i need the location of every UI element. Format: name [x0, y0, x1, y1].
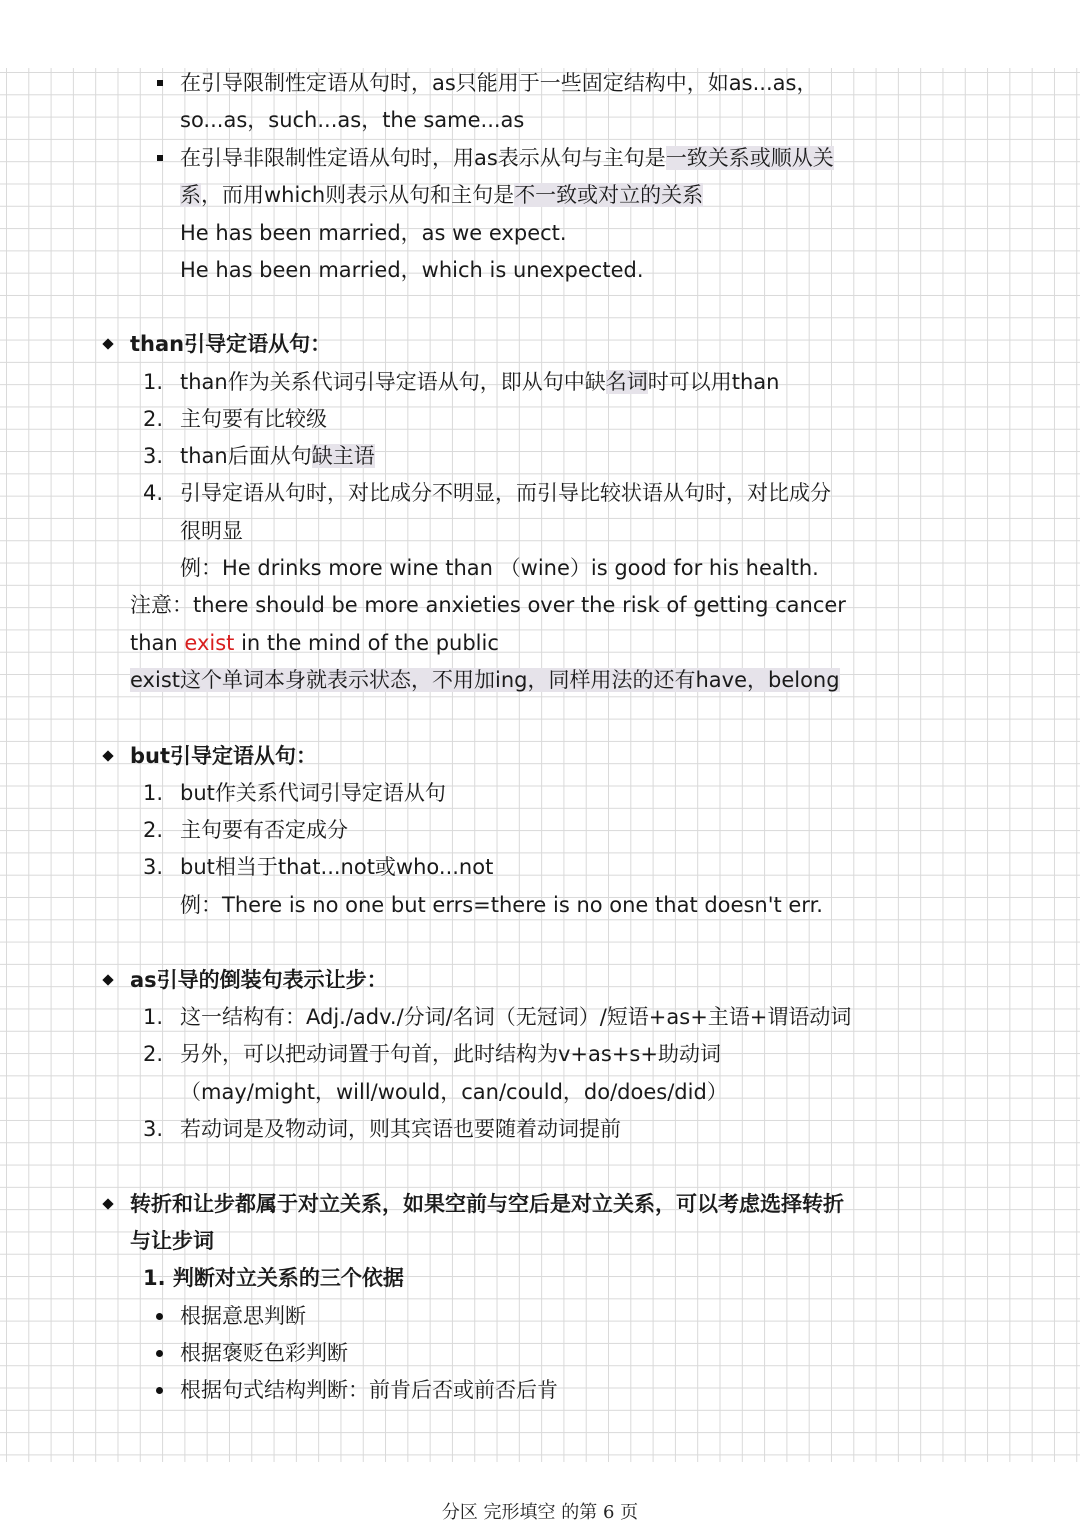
list-number: 1. [143, 781, 164, 805]
highlight: 不一致或对立的关系 [514, 183, 704, 207]
bullet1-line1: 在引导限制性定语从句时，as只能用于一些固定结构中，如as...as， [180, 71, 818, 95]
but-item-2: 主句要有否定成分 [180, 818, 348, 842]
than-heading: than引导定语从句： [130, 332, 332, 356]
highlight: 一致关系或顺从关 [665, 146, 834, 170]
contrast-sub-heading: 1. 判断对立关系的三个依据 [143, 1266, 404, 1290]
as-item-2-line1: 另外，可以把动词置于句首，此时结构为v+as+s+助动词 [180, 1042, 721, 1066]
contrast-bullet-2: 根据褒贬色彩判断 [180, 1341, 348, 1365]
as-item-2-line2: （may/might，will/would，can/could，do/does/did） [180, 1080, 728, 1104]
than-item-3 [180, 441, 375, 471]
but-item-1: but作关系代词引导定语从句 [180, 781, 446, 805]
contrast-bullet-3: 根据句式结构判断：前肯后否或前否后肯 [180, 1378, 558, 1402]
square-bullet-icon [157, 155, 163, 161]
red-keyword: exist [184, 631, 235, 655]
than-note-line1: 注意：there should be more anxieties over the risk of getting cancer [130, 593, 846, 617]
than-item-4-line2: 很明显 [180, 519, 243, 543]
example-sentence-2: He has been married，which is unexpected. [180, 258, 644, 282]
but-heading: but引导定语从句： [130, 744, 318, 768]
diamond-bullet-icon [102, 338, 113, 349]
item-text: than后面从句 [180, 444, 312, 468]
bullet2-line1 [180, 143, 834, 173]
note-text: than [130, 631, 185, 655]
example-sentence-1: He has been married，as we expect. [180, 221, 567, 245]
dot-bullet-icon [156, 1313, 163, 1320]
than-example: 例：He drinks more wine than （wine）is good for his health. [180, 556, 819, 580]
list-number: 3. [143, 444, 164, 468]
diamond-bullet-icon [102, 750, 113, 761]
than-note-line2 [130, 628, 499, 658]
dot-bullet-icon [156, 1350, 163, 1357]
than-item-4-line1: 引导定语从句时，对比成分不明显，而引导比较状语从句时，对比成分 [180, 481, 831, 505]
diamond-bullet-icon [102, 1198, 113, 1209]
as-item-1: 这一结构有：Adj./adv./分词/名词（无冠词）/短语+as+主语+谓语动词 [180, 1005, 852, 1029]
as-item-3: 若动词是及物动词，则其宾语也要随着动词提前 [180, 1117, 621, 1141]
list-number: 2. [143, 818, 164, 842]
as-heading: as引导的倒装句表示让步： [130, 968, 388, 992]
highlight: 系 [180, 183, 201, 207]
list-number: 3. [143, 855, 164, 879]
list-number: 1. [143, 1005, 164, 1029]
bullet2-line2 [180, 180, 703, 210]
bullet1-line2: so...as，such...as，the same...as [180, 108, 525, 132]
highlight: 缺主语 [311, 444, 375, 468]
note-text: in the mind of the public [234, 631, 499, 655]
highlight: exist这个单词本身就表示状态，不用加ing，同样用法的还有have，belong [130, 668, 840, 692]
contrast-heading-line2: 与让步词 [130, 1229, 214, 1253]
contrast-bullet-1: 根据意思判断 [180, 1304, 306, 1328]
diamond-bullet-icon [102, 974, 113, 985]
than-item-2: 主句要有比较级 [180, 407, 327, 431]
list-number: 4. [143, 481, 164, 505]
than-note-line3 [130, 665, 840, 695]
item-text: 时可以用than [647, 370, 780, 394]
list-number: 2. [143, 407, 164, 431]
item-text: than作为关系代词引导定语从句，即从句中缺 [180, 370, 606, 394]
dot-bullet-icon [156, 1387, 163, 1394]
list-number: 1. [143, 370, 164, 394]
contrast-heading-line1: 转折和让步都属于对立关系，如果空前与空后是对立关系，可以考虑选择转折 [130, 1192, 844, 1216]
but-item-3: but相当于that...not或who...not [180, 855, 494, 879]
highlight: 名词 [605, 370, 648, 394]
list-number: 3. [143, 1117, 164, 1141]
list-number: 2. [143, 1042, 164, 1066]
but-example: 例：There is no one but errs=there is no one that doesn't err. [180, 893, 823, 917]
bullet2-text: 在引导非限制性定语从句时，用as表示从句与主句是 [180, 146, 666, 170]
square-bullet-icon [157, 80, 163, 86]
page-footer: 分区 完形填空 的第 6 页 [441, 1502, 639, 1523]
bullet2-text: ，而用which则表示从句和主句是 [201, 183, 515, 207]
than-item-1 [180, 367, 779, 397]
